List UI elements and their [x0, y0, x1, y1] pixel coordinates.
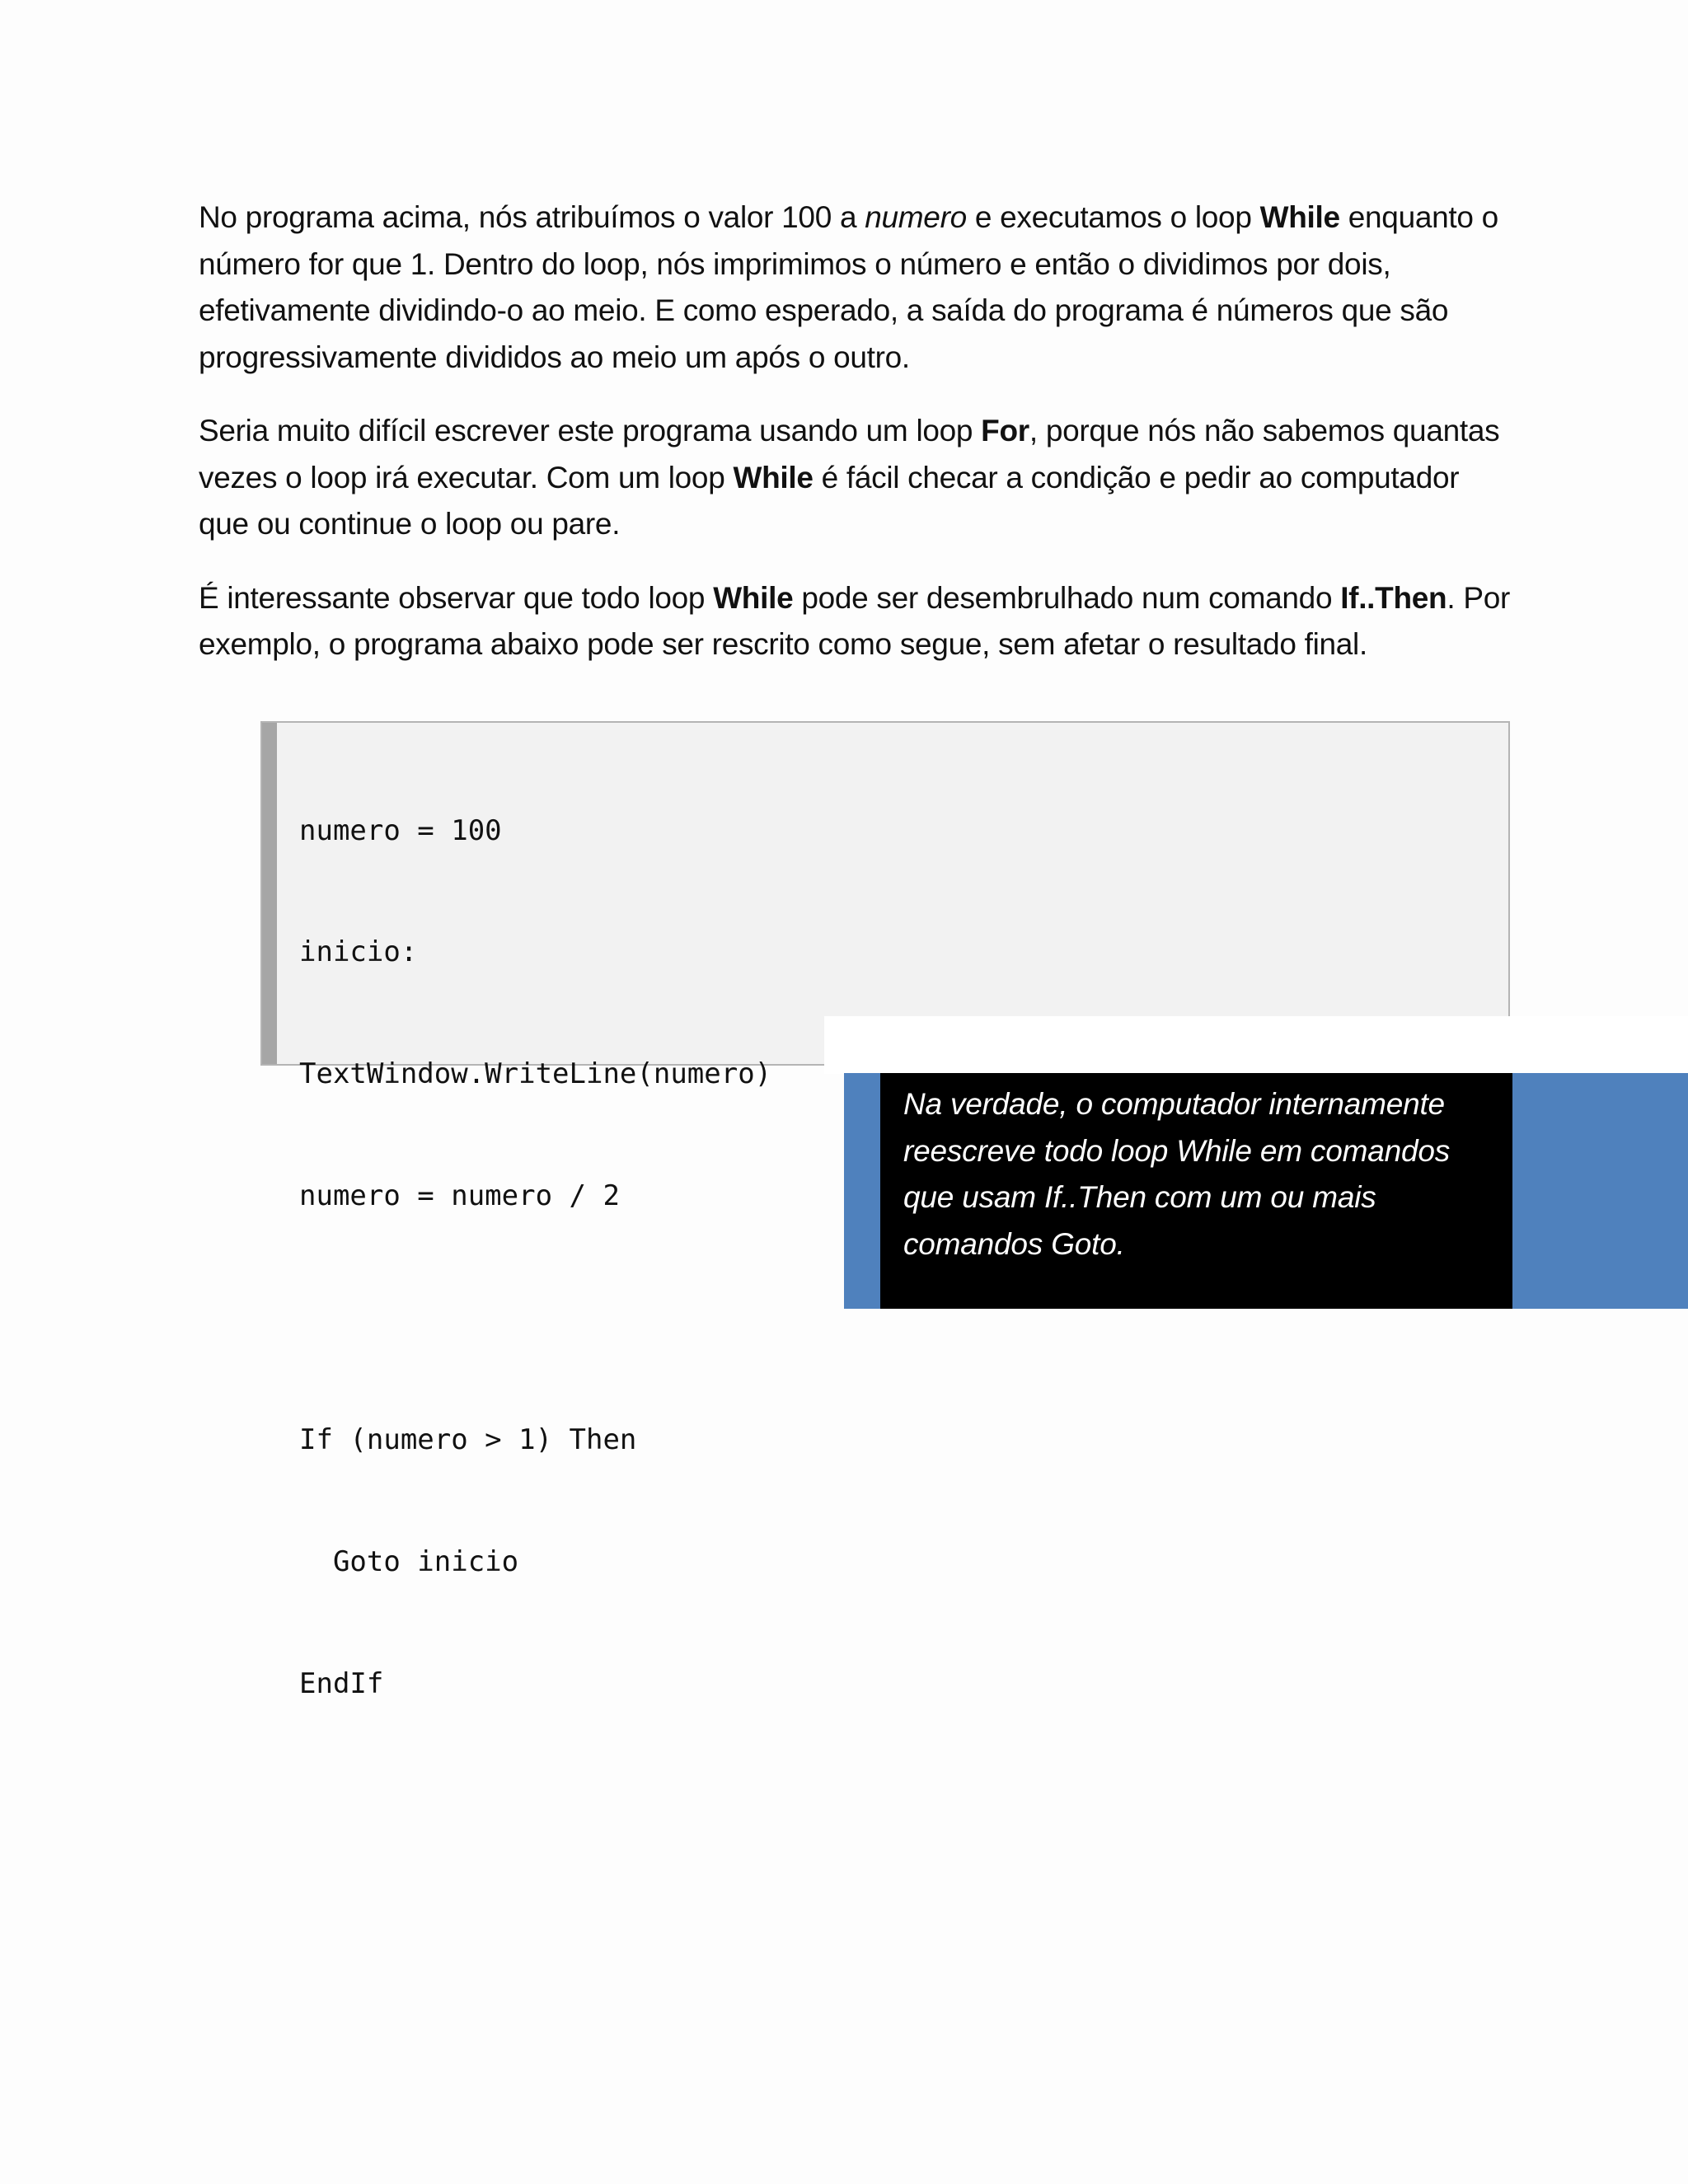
text-segment-bold: While	[1259, 200, 1340, 234]
code-line	[299, 1298, 771, 1338]
sidebar-note-line: que usam If..Then com um ou mais	[903, 1180, 1376, 1214]
text-segment-bold: While	[733, 460, 814, 494]
code-line: TextWindow.WriteLine(numero)	[299, 1057, 772, 1091]
paragraph	[199, 408, 1517, 548]
text-segment: , porque nós não sabemos quantas vezes o loop irá executar. Com um loop	[199, 414, 1500, 494]
code-line: inicio:	[299, 935, 418, 969]
paragraph	[199, 194, 1517, 381]
sidebar-note-line: comandos Goto.	[903, 1226, 1125, 1261]
text-segment-italic: numero	[865, 200, 967, 234]
code-line: Goto inicio	[299, 1544, 519, 1578]
code-block-accent-bar	[262, 723, 277, 1064]
sidebar-note-line: reescreve todo loop While em comandos	[903, 1133, 1451, 1168]
text-segment: enquanto o número for que 1. Dentro do loop, nós imprimimos o número e então o dividimos por dois, efetivamente dividindo-o ao meio. E como esperado, a saída do programa é números que são progressivamente divididos ao meio um após o outro.	[199, 200, 1498, 374]
text-segment: é fácil checar a condição e pedir ao computador que ou continue o loop ou pare.	[199, 460, 1460, 541]
text-segment: Seria muito difícil escrever este programa usando um loop	[199, 414, 982, 448]
text-segment-bold: If..Then	[1340, 580, 1447, 615]
code-line: numero = numero / 2	[299, 1179, 620, 1213]
text-segment: pode ser desembrulhado num comando	[793, 580, 1341, 615]
code-lines	[299, 729, 771, 1786]
sidebar-top-margin	[824, 1016, 1688, 1074]
sidebar-note-text	[903, 1081, 1497, 1268]
code-line: If (numero > 1) Then	[299, 1423, 637, 1457]
text-segment-bold: For	[981, 414, 1029, 448]
code-line: numero = 100	[299, 813, 502, 847]
text-segment: e executamos o loop	[966, 200, 1260, 234]
code-line: EndIf	[299, 1666, 384, 1700]
body-text	[199, 194, 1517, 696]
text-segment: . Por exemplo, o programa abaixo pode ser rescrito como segue, sem afetar o resultado final.	[199, 580, 1510, 661]
text-segment-bold: While	[713, 580, 794, 615]
text-segment: No programa acima, nós atribuímos o valor 100 a	[199, 200, 865, 234]
paragraph	[199, 575, 1517, 668]
sidebar-note-line: Na verdade, o computador internamente	[903, 1087, 1445, 1121]
text-segment: É interessante observar que todo loop	[199, 580, 714, 615]
